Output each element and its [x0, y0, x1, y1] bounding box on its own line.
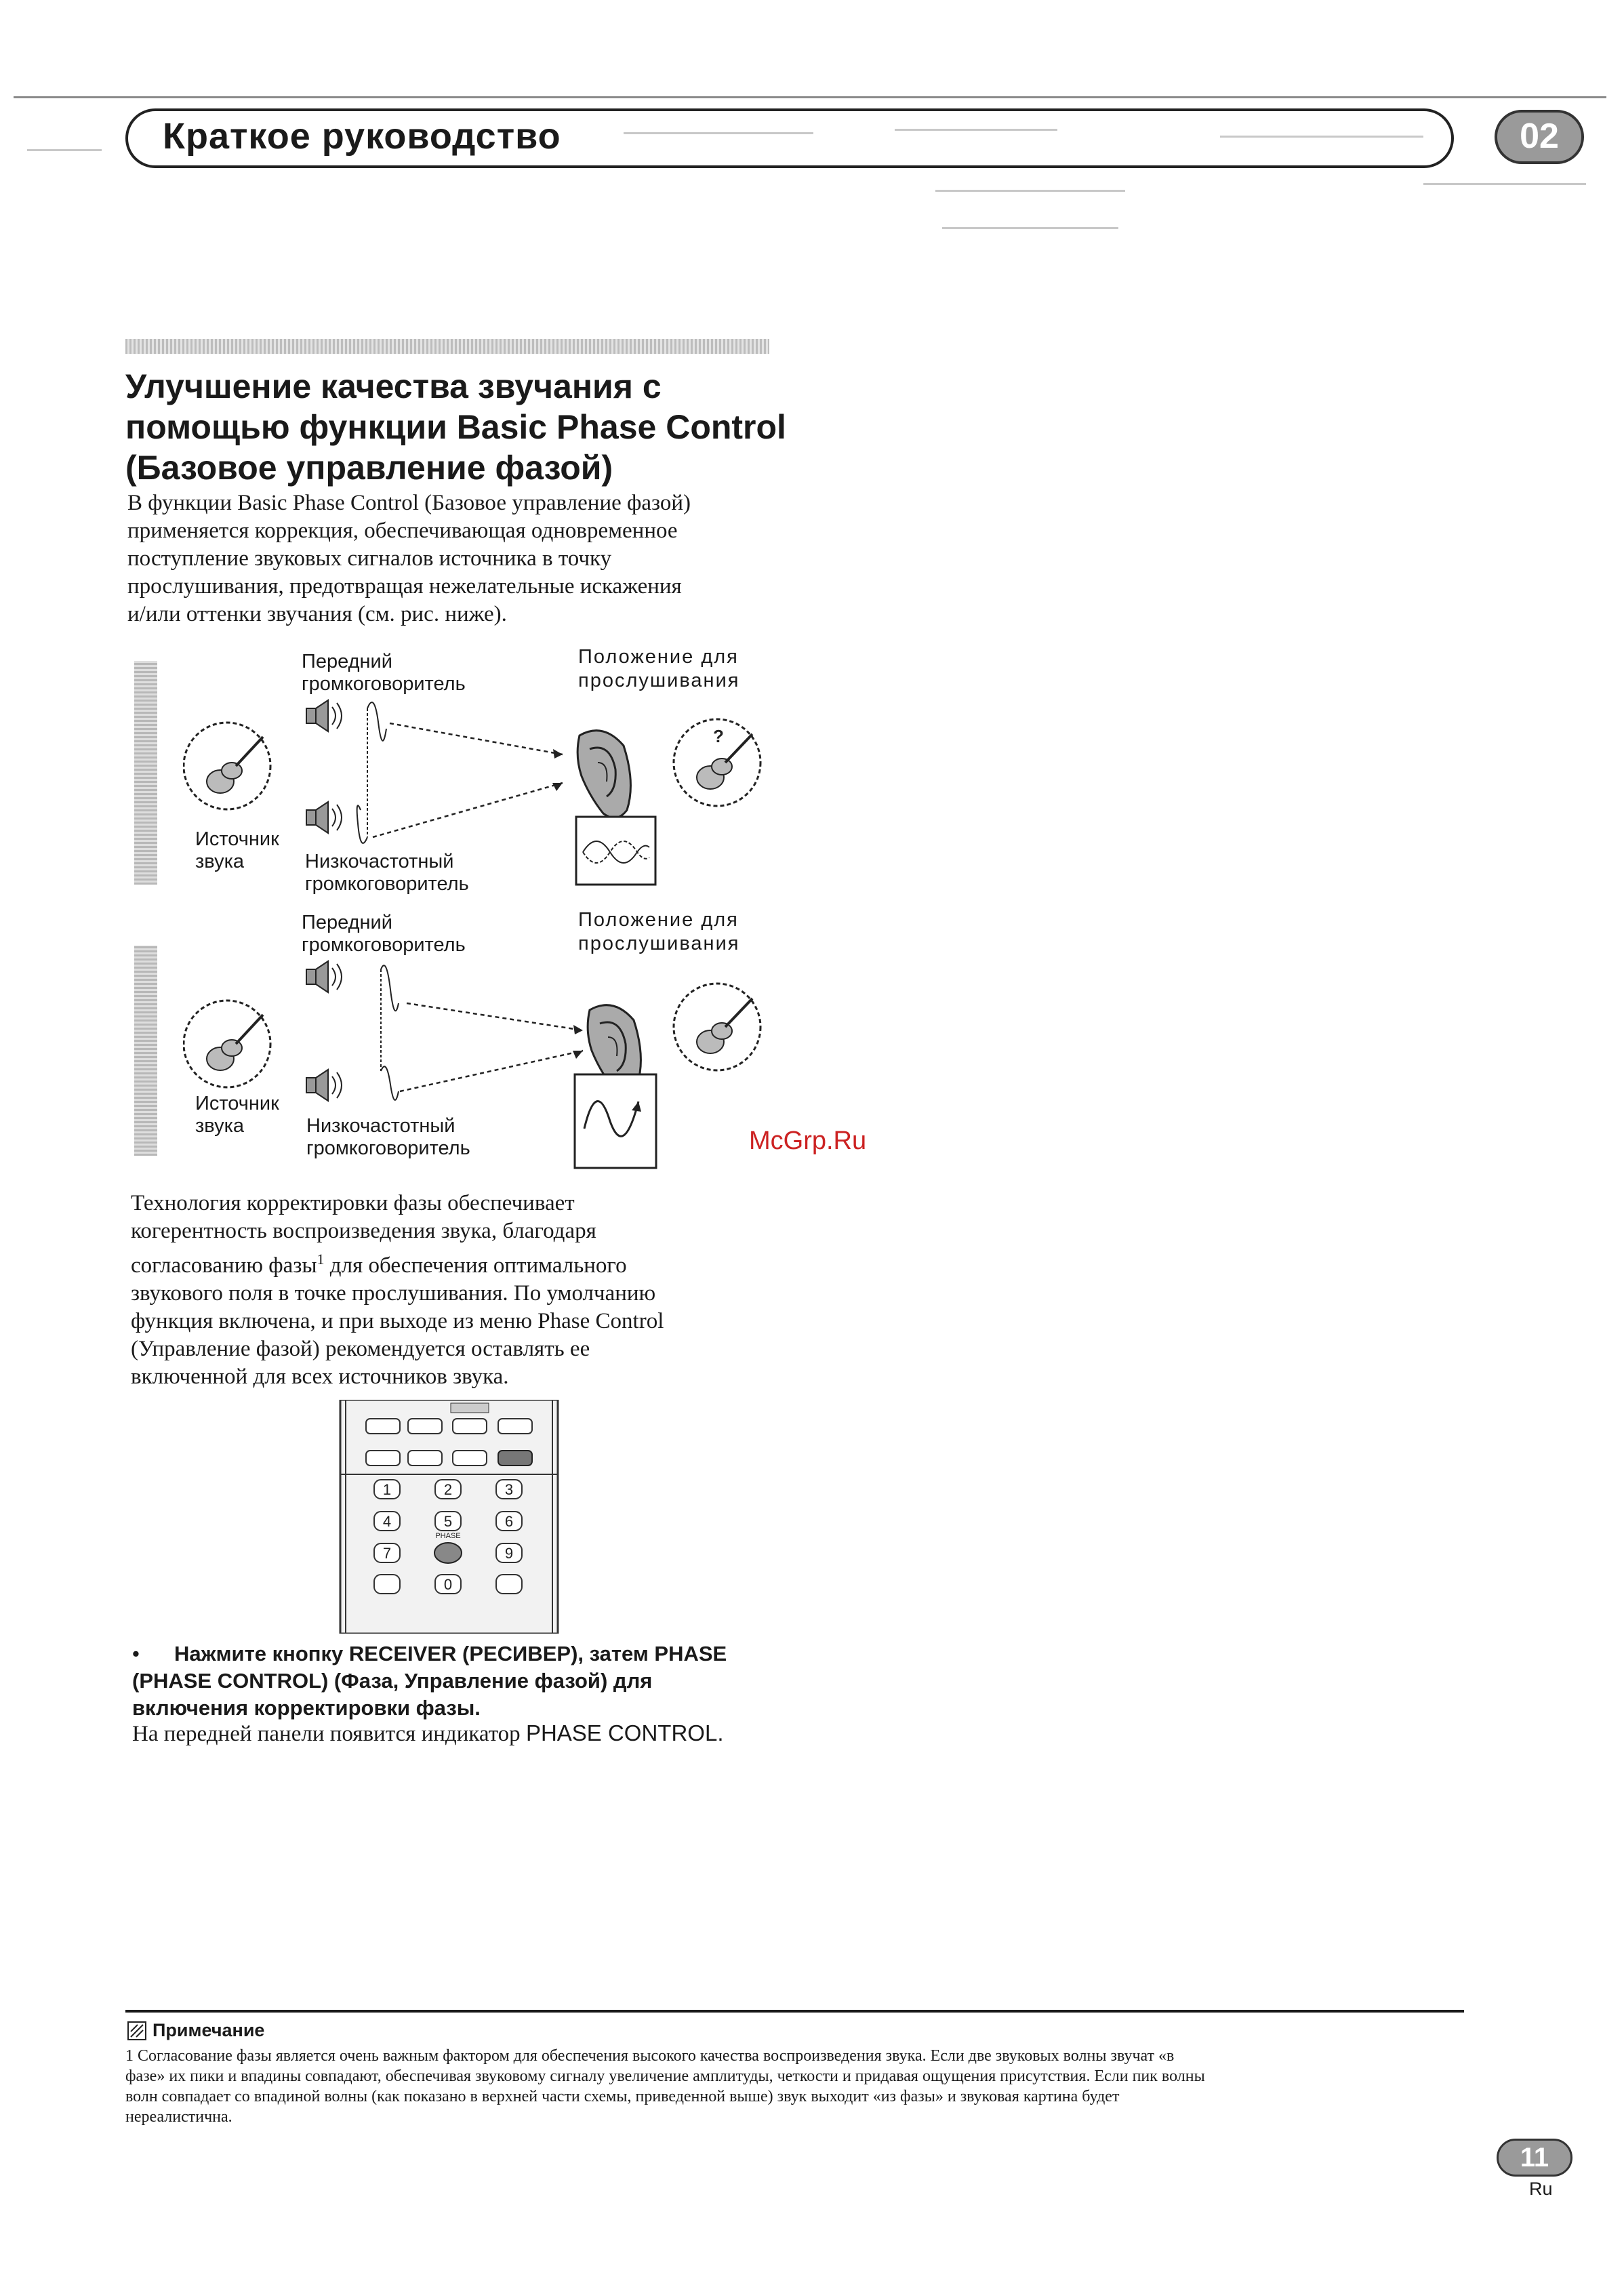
paragraph-line: функция включена, и при выходе из меню Phase Control — [131, 1309, 664, 1333]
guitar-icon — [674, 984, 760, 1070]
page-language: Ru — [1529, 2179, 1553, 2199]
waveform-in-phase — [575, 1074, 656, 1168]
intro-line: применяется коррекция, обеспечивающая одновременное — [127, 519, 678, 543]
front-speaker-label: Передний громкоговоритель — [302, 651, 466, 695]
phase-diagram-in-phase — [183, 956, 786, 1173]
remote-control-illustration — [339, 1400, 559, 1634]
bullet: • — [132, 1642, 140, 1665]
svg-text:4: 4 — [382, 1513, 392, 1530]
step-instruction: • Нажмите кнопку RECEIVER (РЕСИВЕР), затем PHASE (PHASE CONTROL) (Фаза, Управление фазой) для включения корректировки фазы. — [132, 1642, 727, 1720]
page-number: 11 — [1497, 2139, 1572, 2177]
intro-line: и/или оттенки звучания (см. рис. ниже). — [127, 602, 507, 626]
subwoofer-label: Низкочастотный громкоговоритель — [306, 1115, 470, 1159]
guitar-question-icon — [674, 719, 760, 806]
note-line: 1 Согласование фазы является очень важным фактором для обеспечения высокого качества воспроизведения звука. Если две звуковых волны звучат «в — [125, 2047, 1175, 2065]
receiver-button — [498, 1451, 532, 1466]
svg-text:5: 5 — [443, 1513, 453, 1530]
chapter-badge: 02 — [1495, 110, 1584, 164]
intro-line: поступление звуковых сигналов источника в точку — [127, 546, 612, 571]
sound-source-label: Источник звука — [195, 1093, 279, 1137]
section-title-line: Улучшение качества звучания с — [125, 367, 662, 405]
phase-control-indicator: PHASE CONTROL. — [525, 1720, 724, 1745]
scan-noise — [1220, 136, 1423, 138]
phase-button — [434, 1543, 462, 1563]
panel-side-label — [134, 661, 157, 885]
note-rule — [125, 2010, 1464, 2013]
svg-text:6: 6 — [504, 1513, 514, 1530]
listening-position-label: Положение для прослушивания — [578, 646, 740, 691]
phase-paragraph — [131, 1190, 781, 1391]
svg-text:7: 7 — [382, 1545, 392, 1562]
ear-icon — [577, 731, 630, 818]
footnote-ref: 1 — [317, 1251, 325, 1268]
svg-text:0: 0 — [443, 1576, 453, 1593]
waveform-out-of-phase — [576, 817, 655, 885]
page-title: Краткое руководство — [163, 116, 561, 157]
phase-diagram-out-of-phase — [183, 695, 786, 891]
speaker-icon — [306, 700, 342, 731]
note-line: волн совпадает со впадиной волны (как показано в верхней части схемы, приведенной выше) звук выходит «из фазы» и звуковая картина будет — [125, 2088, 1120, 2105]
scan-noise — [27, 149, 102, 151]
paragraph-line: звукового поля в точке прослушивания. По умолчанию — [131, 1281, 656, 1306]
svg-text:PHASE: PHASE — [435, 1532, 461, 1540]
paragraph-line: включенной для всех источников звука. — [131, 1365, 509, 1389]
speaker-icon — [306, 1070, 342, 1101]
scan-noise — [1423, 183, 1586, 185]
intro-paragraph — [127, 489, 778, 628]
subwoofer-label: Низкочастотный громкоговоритель — [305, 851, 469, 895]
listening-position-label: Положение для прослушивания — [578, 909, 740, 954]
section-divider — [125, 339, 769, 354]
intro-line: прослушивания, предотвращая нежелательные искажения — [127, 574, 682, 599]
paragraph-line: согласованию фазы$^1$ для обеспечения оптимального — [131, 1251, 627, 1278]
paragraph-line: (Управление фазой) рекомендуется оставлять ее — [131, 1337, 590, 1361]
note-text — [125, 2046, 1467, 2127]
scan-noise — [935, 190, 1125, 192]
speaker-icon — [306, 802, 342, 833]
paragraph-line: когерентность воспроизведения звука, благодаря — [131, 1219, 596, 1243]
svg-text:?: ? — [713, 726, 724, 746]
panel-side-label — [134, 946, 157, 1156]
front-speaker-label: Передний громкоговоритель — [302, 912, 466, 956]
intro-line: В функции Basic Phase Control (Базовое управление фазой) — [127, 491, 691, 515]
guitar-icon — [184, 723, 270, 809]
svg-text:9: 9 — [504, 1545, 514, 1562]
svg-text:3: 3 — [504, 1481, 514, 1498]
note-heading: Примечание — [153, 2020, 265, 2040]
scan-noise — [895, 129, 1057, 131]
header-rule — [14, 96, 1606, 98]
note-icon — [127, 2021, 146, 2040]
sound-source-label: Источник звука — [195, 828, 279, 872]
svg-text:1: 1 — [382, 1481, 392, 1498]
section-title-line: (Базовое управление фазой) — [125, 449, 613, 487]
scan-noise — [942, 227, 1118, 229]
paragraph-line: Технология корректировки фазы обеспечивает — [131, 1191, 575, 1215]
note-line: нереалистична. — [125, 2108, 232, 2126]
section-title-line: помощью функции Basic Phase Control — [125, 408, 786, 446]
step-result: На передней панели появится индикатор PHASE CONTROL. — [132, 1720, 724, 1746]
guitar-icon — [184, 1001, 270, 1087]
svg-text:2: 2 — [443, 1481, 453, 1498]
section-title — [125, 366, 790, 488]
note-line: фазе» их пики и впадины совпадают, обеспечивая звуковому сигналу увеличение амплитуды, четкости и придавая ощущения присутствия. Если пик волны — [125, 2067, 1205, 2085]
speaker-icon — [306, 961, 342, 992]
watermark: McGrp.Ru — [749, 1127, 867, 1155]
scan-noise — [624, 132, 813, 134]
